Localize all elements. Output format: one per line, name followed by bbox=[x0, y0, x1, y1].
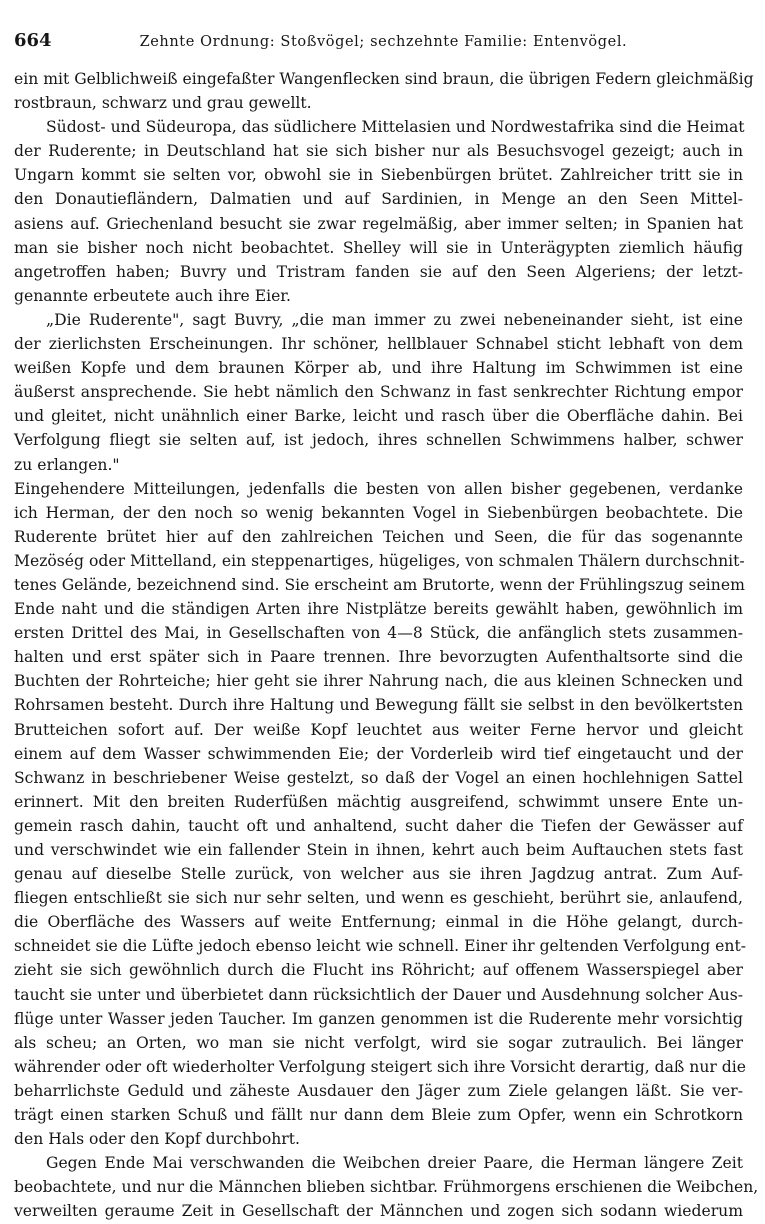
text-line: der Ruderente; in Deutschland hat sie sich bisher nur als Besuchsvogel gezeigt; auch in bbox=[14, 142, 743, 161]
running-head: Zehnte Ordnung: Stoßvögel; sechzehnte Familie: Entenvögel. bbox=[139, 34, 628, 50]
text-line: angetroffen haben; Buvry und Tristram fanden sie auf den Seen Algeriens; der letzt- bbox=[14, 262, 743, 281]
text-line: halten und erst später sich in Paare trennen. Ihre bevorzugten Aufenthaltsorte sind die bbox=[14, 648, 743, 667]
text-line: verweilten geraume Zeit in Gesellschaft der Männchen und zogen sich sodann wiederum bbox=[14, 1202, 743, 1221]
text-line: fliegen entschließt sie sich nur sehr selten, und wenn es geschieht, berührt sie, anlaufend, bbox=[14, 889, 743, 908]
paragraph bbox=[14, 1151, 759, 1223]
body-text bbox=[14, 67, 759, 1224]
text-line: genannte erbeutete auch ihre Eier. bbox=[14, 286, 292, 305]
text-line: Mezöség oder Mittelland, ein steppenartiges, hügeliges, von schmalen Thälern durchschnit- bbox=[14, 551, 745, 570]
text-line: der zierlichsten Erscheinungen. Ihr schöner, hellblauer Schnabel sticht lebhaft von dem bbox=[14, 335, 743, 354]
text-line: ersten Drittel des Mai, in Gesellschaften von 4—8 Stück, die anfänglich stets zusammen- bbox=[14, 624, 743, 643]
text-line: als scheu; an Orten, wo man sie nicht verfolgt, wird sie sogar zutraulich. Bei länger bbox=[14, 1033, 743, 1052]
text-line: einem auf dem Wasser schwimmenden Eie; der Vorderleib wird tief eingetaucht und der bbox=[14, 744, 743, 763]
text-line: Ruderente brütet hier auf den zahlreichen Teichen und Seen, die für das sogenannte bbox=[14, 527, 743, 546]
text-line: beharrlichste Geduld und zäheste Ausdauer den Jäger zum Ziele gelangen läßt. Sie ver- bbox=[14, 1081, 743, 1100]
text-line: Ende naht und die ständigen Arten ihre Nistplätze bereits gewählt haben, gewöhnlich im bbox=[14, 600, 743, 619]
text-line: ich Herman, der den noch so wenig bekannten Vogel in Siebenbürgen beobachtete. Die bbox=[14, 503, 743, 522]
text-line: Buchten der Rohrteiche; hier geht sie ihrer Nahrung nach, die aus kleinen Schnecken und bbox=[14, 672, 743, 691]
text-line: und gleitet, nicht unähnlich einer Barke, leicht und rasch über die Oberfläche dahin. Bei bbox=[14, 407, 743, 426]
text-line: Verfolgung fliegt sie selten auf, ist jedoch, ihres schnellen Schwimmens halber, schwer bbox=[14, 431, 743, 450]
text-line: zieht sie sich gewöhnlich durch die Flucht ins Röhricht; auf offenem Wasserspiegel aber bbox=[14, 961, 743, 980]
text-line: gemein rasch dahin, taucht oft und anhaltend, sucht daher die Tiefen der Gewässer auf bbox=[14, 816, 743, 835]
text-line: zu erlangen." bbox=[14, 455, 120, 474]
text-line: währender oder oft wiederholter Verfolgung steigert sich ihre Vorsicht derartig, daß nur die bbox=[14, 1057, 746, 1076]
text-line: trägt einen starken Schuß und fällt nur dann dem Bleie zum Opfer, wenn ein Schrotkorn bbox=[14, 1106, 743, 1125]
text-line: beobachtete, und nur die Männchen blieben sichtbar. Frühmorgens erschienen die Weibchen, bbox=[14, 1178, 759, 1197]
text-line: genau auf dieselbe Stelle zurück, von welcher aus sie ihren Jagdzug antrat. Zum Auf- bbox=[14, 865, 743, 884]
text-line: Südost- und Südeuropa, das südlichere Mittelasien und Nordwestafrika sind die Heimat bbox=[46, 118, 745, 137]
page-header bbox=[14, 30, 751, 54]
text-line: Eingehendere Mitteilungen, jedenfalls die besten von allen bisher gegebenen, verdanke bbox=[14, 479, 743, 498]
text-line: den Hals oder den Kopf durchbohrt. bbox=[14, 1130, 300, 1149]
text-line: Schwanz in beschriebener Weise gestelzt, so daß der Vogel an einen hochlehnigen Sattel bbox=[14, 768, 743, 787]
text-line: Gegen Ende Mai verschwanden die Weibchen dreier Paare, die Herman längere Zeit bbox=[46, 1154, 743, 1173]
text-line: flüge unter Wasser jeden Taucher. Im ganzen genommen ist die Ruderente mehr vorsichtig bbox=[14, 1009, 743, 1028]
text-line: asiens auf. Griechenland besucht sie zwar regelmäßig, aber immer selten; in Spanien hat bbox=[14, 214, 743, 233]
text-line: und verschwindet wie ein fallender Stein in ihnen, kehrt auch beim Auftauchen stets fast bbox=[14, 841, 743, 859]
text-line: Brutteichen sofort auf. Der weiße Kopf leuchtet aus weiter Ferne hervor und gleicht bbox=[14, 720, 743, 739]
text-line: rostbraun, schwarz und grau gewellt. bbox=[14, 94, 312, 113]
text-line: weißen Kopfe und dem braunen Körper ab, und ihre Haltung im Schwimmen ist eine bbox=[14, 359, 743, 378]
paragraph bbox=[14, 67, 754, 115]
text-line: taucht sie unter und überbietet dann rücksichtlich der Dauer und Ausdehnung solcher Aus- bbox=[14, 985, 743, 1004]
text-line: man sie bisher noch nicht beobachtet. Shelley will sie in Unterägypten ziemlich häufig bbox=[14, 238, 743, 257]
paragraph bbox=[14, 115, 743, 308]
text-line: äußerst ansprechende. Sie hebt nämlich den Schwanz in fast senkrechter Richtung empor bbox=[14, 383, 743, 402]
text-line: Ungarn kommt sie selten vor, obwohl sie in Siebenbürgen brütet. Zahlreicher tritt sie in bbox=[14, 166, 743, 185]
page-number: 664 bbox=[14, 30, 52, 51]
text-line: „Die Ruderente", sagt Buvry, „die man immer zu zwei nebeneinander sieht, ist eine bbox=[46, 310, 743, 329]
text-line: erinnert. Mit den breiten Ruderfüßen mächtig ausgreifend, schwimmt unsere Ente un- bbox=[14, 792, 743, 811]
text-line: den Donautiefländern, Dalmatien und auf Sardinien, in Menge an den Seen Mittel- bbox=[14, 190, 743, 209]
text-line: tenes Gelände, bezeichnend sind. Sie erscheint am Brutorte, wenn der Frühlingszug seinem bbox=[14, 575, 745, 594]
text-line: Rohrsamen besteht. Durch ihre Haltung und Bewegung fällt sie selbst in den bevölkertsten bbox=[14, 696, 743, 715]
text-line: ein mit Gelblichweiß eingefaßter Wangenflecken sind braun, die übrigen Federn gleichmäßig bbox=[14, 70, 754, 88]
text-line: schneidet sie die Lüfte jedoch ebenso leicht wie schnell. Einer ihr geltenden Verfolgung ent- bbox=[14, 937, 746, 956]
text-line: die Oberfläche des Wassers auf weite Entfernung; einmal in die Höhe gelangt, durch- bbox=[14, 913, 743, 932]
paragraph bbox=[14, 477, 746, 1152]
paragraph bbox=[14, 308, 743, 477]
